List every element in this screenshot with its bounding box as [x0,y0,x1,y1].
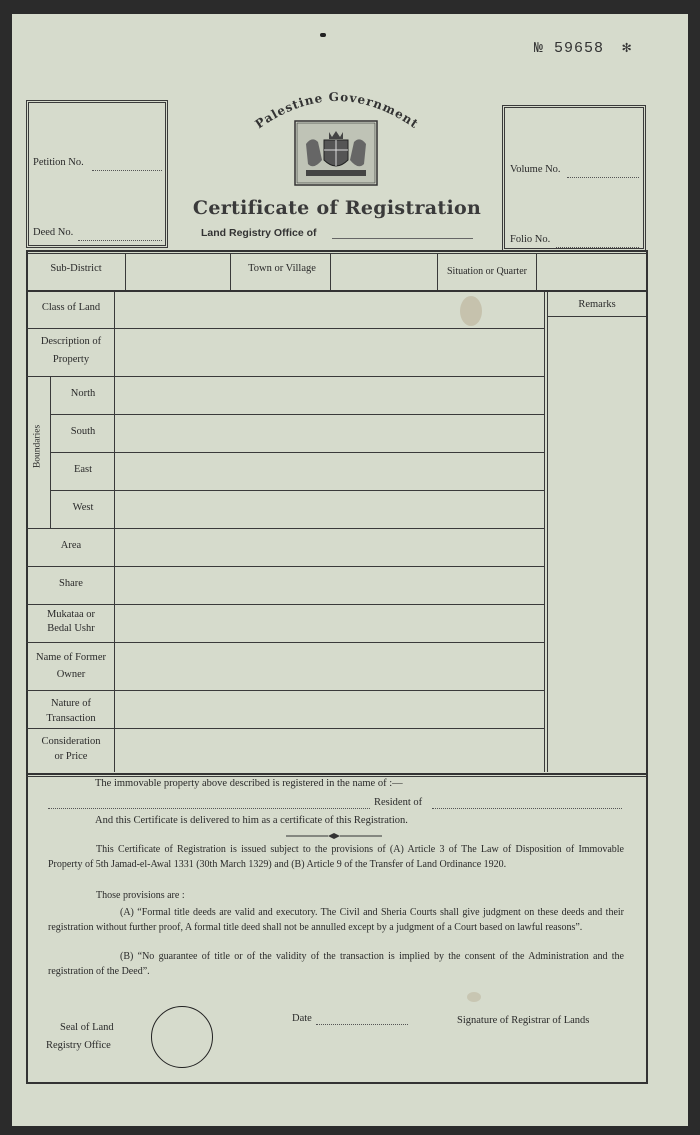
description-label [28,334,114,367]
description-line-1: Description of [40,336,102,347]
row-line [26,728,544,729]
seal-line-2: Registry Office [46,1039,111,1051]
folio-field[interactable] [556,247,639,248]
certificate-title: Certificate of Registration [192,197,482,219]
divider [536,254,537,290]
stain [467,992,481,1002]
provisions-heading: Those provisions are : [96,890,185,901]
remarks-column-divider [544,292,545,772]
share-label: Share [59,578,83,589]
divider [230,254,231,290]
provision-a: (A) “Formal title deeds are valid and executory. The Civil and Sheria Courts shall give judgment on these deeds and their registration without further proof, A formal title deed shall not be annulled except by a judgment of a Court based on lawful reasons”. [48,907,624,933]
office-field[interactable] [332,238,473,239]
sub-district-label: Sub-District [50,263,102,274]
owner-name-field[interactable] [48,808,370,809]
nature-line-1: Nature of [51,698,91,709]
volume-label: Volume No. [510,164,561,175]
row-line [26,566,544,567]
punch-mark [320,33,326,37]
row-line [26,604,544,605]
ornament-divider-icon [284,832,384,840]
situation-label: Situation or Quarter [447,266,527,277]
seal-label [46,1019,136,1055]
delivered-text: And this Certificate is delivered to him as a certificate of this Registration. [95,815,408,826]
label-column-divider [114,292,115,772]
serial-mark: ✻ [622,40,633,57]
resident-field[interactable] [432,808,622,809]
petition-field[interactable] [92,170,162,171]
row-line [50,414,544,415]
east-label: East [73,464,93,475]
row-line [114,376,544,377]
serial-number [534,38,632,57]
seal-line-1: Seal of Land [60,1022,114,1033]
divider [330,254,331,290]
town-label: Town or Village [248,263,316,274]
row-line [26,690,544,691]
certificate-paper [12,14,688,1126]
description-line-2: Property [52,354,90,366]
nature-label [28,696,114,726]
consideration-line-2: or Price [54,751,88,763]
folio-label: Folio No. [510,234,551,245]
row-line [26,328,114,329]
south-label: South [70,426,96,437]
consideration-label [28,734,114,764]
north-label: North [70,388,96,399]
mukataa-label [28,608,114,636]
table-right-border [646,250,648,1082]
table-bottom-border [26,1082,648,1084]
office-label: Land Registry Office of [201,227,317,239]
volume-field[interactable] [567,177,639,178]
row-line [114,328,544,329]
row-line [50,452,544,453]
petition-label: Petition No. [33,157,84,168]
volume-folio-box [502,105,646,251]
former-owner-line-1: Name of Former [36,652,106,663]
provisions-paragraph: This Certificate of Registration is issued subject to the provisions of (A) Article 3 of The Law of Disposition of Immovable Property of 5th Jamad-el-Awal 1331 (30th March 1329) and (B) Article 9 of the Transfer of Land Ordinance 1920. [48,844,624,870]
mukataa-line-1: Mukataa or [46,609,96,620]
former-owner-line-2: Owner [56,669,86,681]
registered-text: The immovable property above described is registered in the name of :— [95,778,403,789]
divider [125,254,126,290]
class-of-land-label: Class of Land [41,302,101,313]
location-row-bottom [26,290,646,292]
row-line [50,490,544,491]
nature-line-2: Transaction [46,713,96,725]
royal-coat-of-arms-icon [294,120,378,186]
serial-value: 59658 [554,40,605,57]
boundaries-group [26,376,50,528]
seal-circle-icon [151,1006,213,1068]
remarks-label: Remarks [578,299,616,310]
mukataa-line-2: Bedal Ushr [47,623,95,635]
west-label: West [72,502,94,513]
table-top-border [26,250,646,252]
remarks-underline [548,316,646,317]
date-field[interactable] [316,1024,408,1025]
date-label: Date [292,1013,312,1024]
row-line [26,528,544,529]
grid-bottom-border [26,773,646,775]
former-owner-label [28,650,114,682]
table-top-border-inner [26,253,646,254]
provision-b: (B) “No guarantee of title or of the validity of the transaction is implied by the consent of the Administration and the registration of the Deed”. [48,951,624,977]
area-label: Area [60,540,82,551]
deed-label: Deed No. [33,227,74,238]
remarks-column-divider-inner [547,292,548,772]
signature-label: Signature of Registrar of Lands [457,1015,590,1026]
boundaries-label: Boundaries [32,424,43,469]
serial-prefix: № [534,40,545,57]
consideration-line-1: Consideration [41,736,101,747]
government-label: Palestine Government [252,89,422,132]
row-line [26,642,544,643]
deed-field[interactable] [78,240,162,241]
stain [460,296,482,326]
resident-label: Resident of [374,797,423,808]
